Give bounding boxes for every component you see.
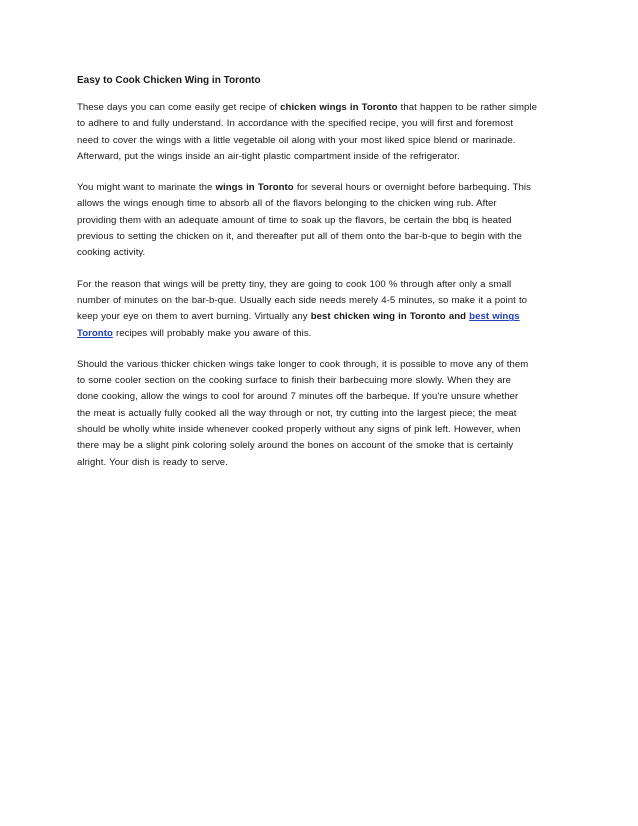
text-run: recipes will probably make you aware of this. <box>112 327 312 339</box>
text-run: allows the wings enough time to absorb all of the flavors belonging to the chicken wing rub. After <box>77 198 497 210</box>
bold-keyword: chicken wings in Toronto <box>280 102 398 113</box>
paragraph-2 <box>77 180 565 261</box>
paragraph-line <box>77 100 565 116</box>
text-run: cooking activity. <box>77 247 146 259</box>
paragraph-line <box>77 213 565 229</box>
text-run: Afterward, put the wings inside an air-tight plastic compartment inside of the refrigerator. <box>77 150 460 162</box>
paragraph-1 <box>77 100 565 165</box>
paragraph-line <box>77 196 565 212</box>
bold-keyword: wings in Toronto <box>215 182 294 194</box>
paragraph-line <box>77 309 565 325</box>
text-run: done cooking, allow the wings to cool for around 7 minutes off the barbeque. If you're unsure whether <box>77 391 519 403</box>
text-run: the meat is actually fully cooked all the way through or not, try cutting into the largest piece; the meat <box>77 407 517 419</box>
paragraph-line <box>77 229 565 245</box>
paragraph-line <box>77 406 565 422</box>
text-run: These days you can come easily get recipe of <box>77 102 281 113</box>
paragraph-line <box>77 180 565 196</box>
paragraph-line <box>77 116 565 132</box>
text-run: for several hours or overnight before barbequing. This <box>293 182 531 194</box>
paragraph-line <box>77 438 565 454</box>
paragraph-line <box>77 277 565 293</box>
text-run: to adhere to and fully understand. In accordance with the specified recipe, you will first and foremost <box>77 118 514 130</box>
text-run: For the reason that wings will be pretty tiny, they are going to cook 100 % through after only a small <box>77 278 512 290</box>
document-title: Easy to Cook Chicken Wing in Toronto <box>77 75 261 86</box>
paragraph-line <box>77 149 565 165</box>
text-run: Should the various thicker chicken wings take longer to cook through, it is possible to move any of them <box>77 358 529 370</box>
text-run: there may be a slight pink coloring solely around the bones on account of the smoke that is certainly <box>77 440 514 452</box>
paragraph-line <box>77 389 565 405</box>
paragraph-line <box>77 455 565 471</box>
text-run: should be wholly white inside whenever cooked properly without any signs of pink left. However, when <box>77 424 521 436</box>
paragraph-line <box>77 133 565 149</box>
paragraph-3 <box>77 277 565 342</box>
bold-keyword: best chicken wing in Toronto and <box>310 311 470 323</box>
text-run: You might want to marinate the <box>77 182 216 194</box>
paragraph-line <box>77 357 565 373</box>
text-run: number of minutes on the bar-b-que. Usually each side needs merely 4-5 minutes, so make it a point to <box>77 294 528 306</box>
text-run: previous to setting the chicken on it, and thereafter put all of them onto the bar-b-que to begin with the <box>77 231 522 243</box>
text-run: to some cooler section on the cooking surface to finish their barbecuing more slowly. When they are <box>77 375 512 387</box>
paragraph-line <box>77 422 565 438</box>
paragraph-line <box>77 326 565 342</box>
text-run: keep your eye on them to avert burning. Virtually any <box>77 311 311 323</box>
paragraph-line <box>77 293 565 309</box>
best-wings-toronto-link[interactable]: Toronto <box>77 327 113 339</box>
text-run: providing them with an adequate amount of time to soak up the flavors, be certain the bbq is heated <box>77 214 512 226</box>
paragraph-4 <box>77 357 565 471</box>
paragraph-line <box>77 373 565 389</box>
best-wings-toronto-link[interactable]: best wings <box>469 311 520 323</box>
text-run: need to cover the wings with a little vegetable oil along with your most liked spice blend or marinade. <box>77 134 516 146</box>
paragraph-line <box>77 245 565 261</box>
text-run: alright. Your dish is ready to serve. <box>77 456 228 468</box>
document-page <box>77 74 565 486</box>
text-run: that happen to be rather simple <box>397 102 537 113</box>
